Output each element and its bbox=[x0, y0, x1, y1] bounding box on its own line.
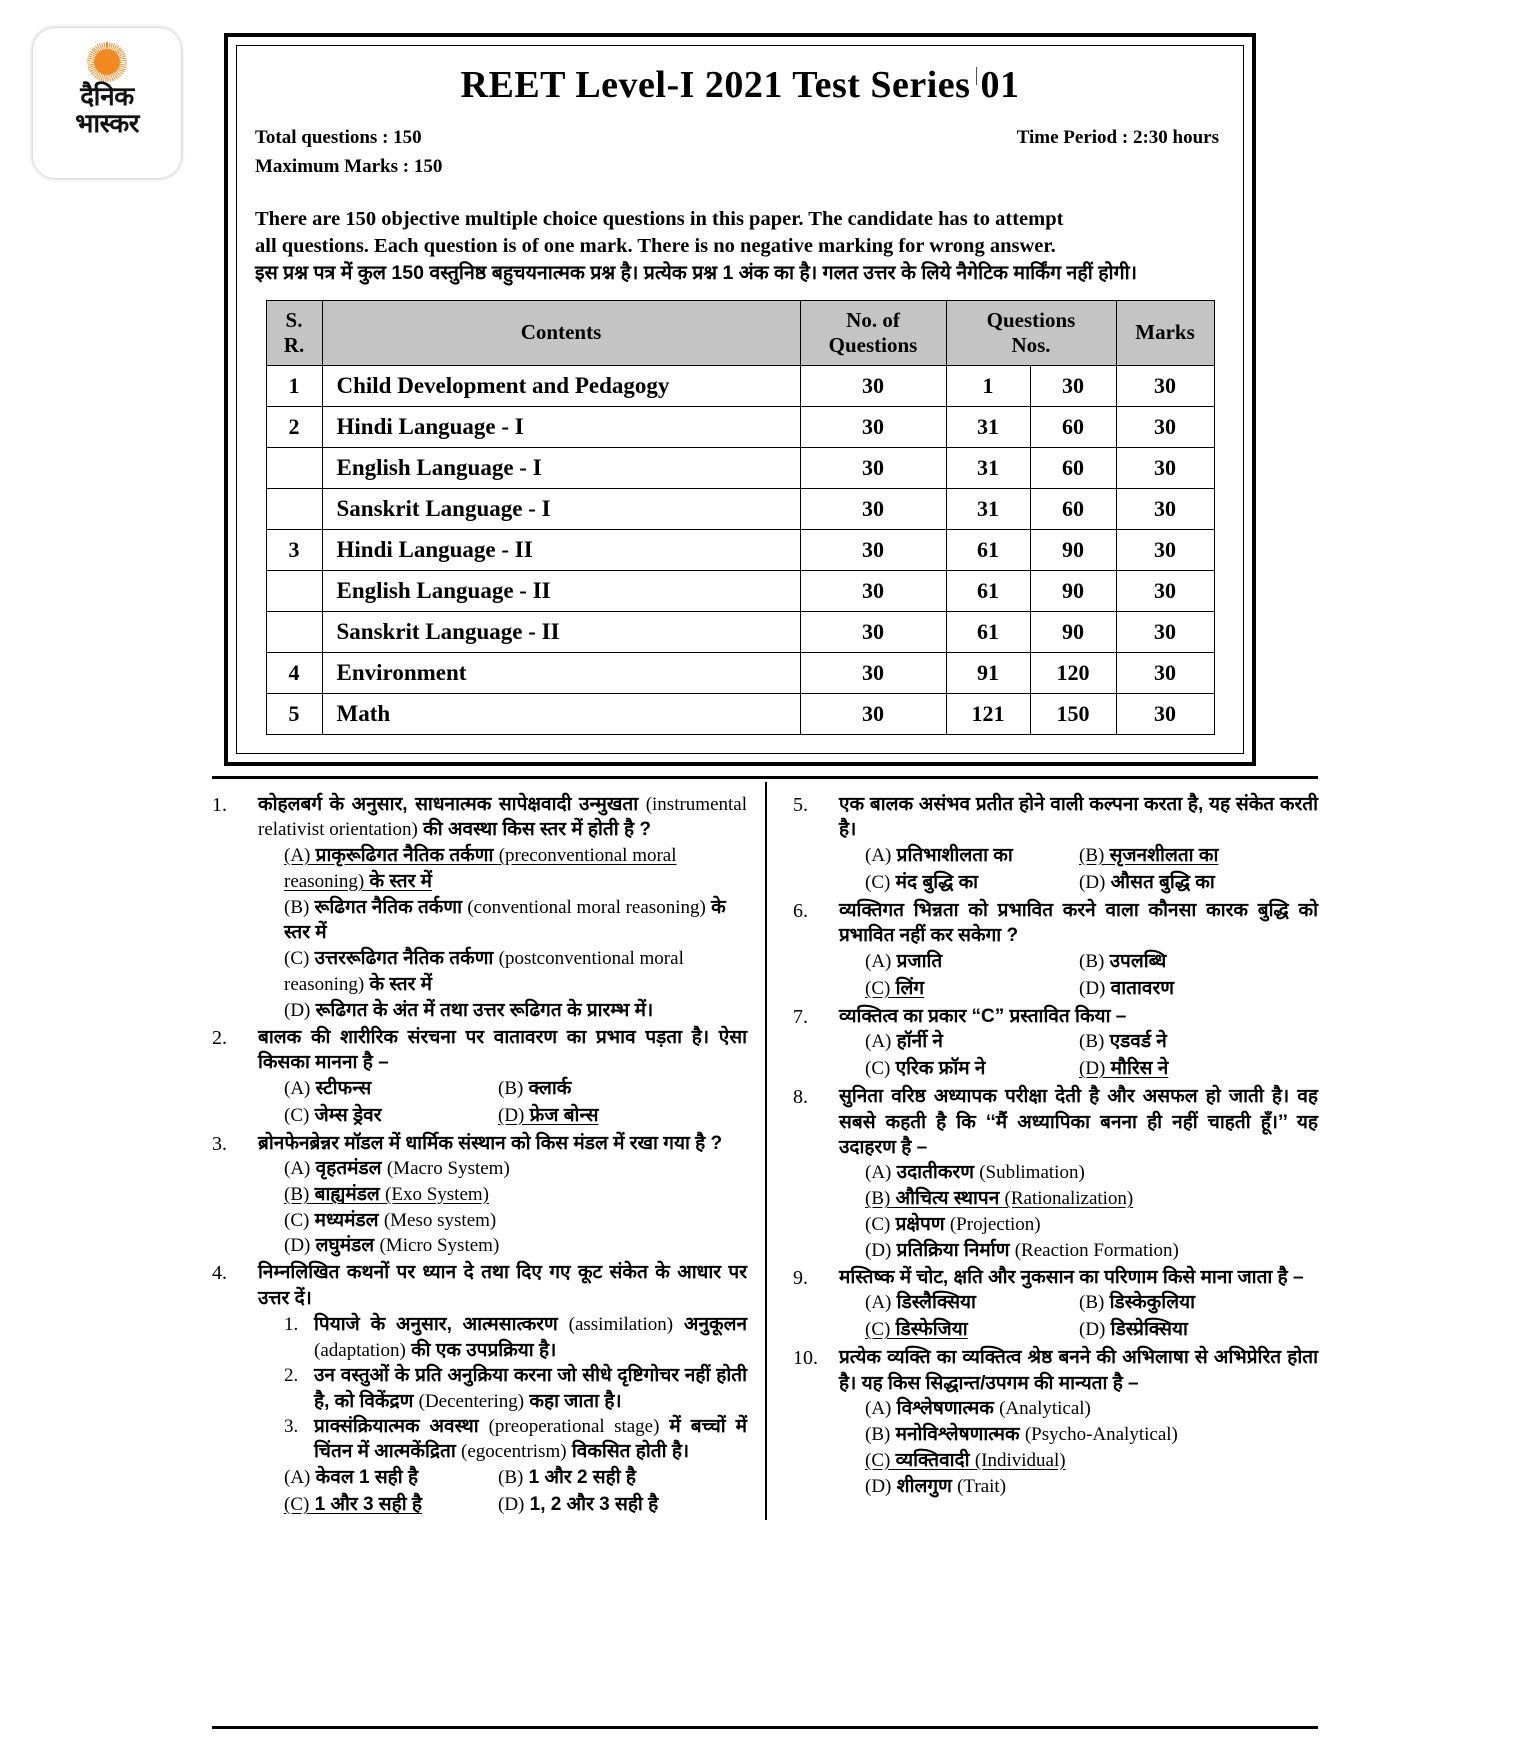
option-left-q1-C[interactable] bbox=[284, 946, 747, 998]
option-text-hi: बाह्यमंडल bbox=[314, 1183, 386, 1205]
option-right-q6-B[interactable] bbox=[1079, 949, 1318, 976]
cell-q-to: 60 bbox=[1030, 488, 1116, 529]
cell-q-from: 31 bbox=[946, 406, 1030, 447]
option-text-hi: उदातीकरण bbox=[896, 1162, 980, 1184]
option-text-hi: वातावरण bbox=[1110, 977, 1174, 999]
option-label: (C) bbox=[865, 1214, 891, 1236]
option-text-en: (Macro System) bbox=[386, 1158, 510, 1179]
option-grid bbox=[258, 1076, 747, 1130]
option-label: (D) bbox=[1079, 1058, 1106, 1080]
option-left-q1-D[interactable] bbox=[284, 998, 747, 1024]
cell-contents: Child Development and Pedagogy bbox=[322, 365, 800, 406]
question-text-hi: प्रत्येक व्यक्ति का व्यक्तित्व श्रेष्ठ बनने की अभिलाषा से अभिप्रेरित होता है। यह किस सिद्धान्त/उपगम की मान्यता है – bbox=[839, 1347, 1318, 1394]
sub-statement-number: 2. bbox=[284, 1365, 299, 1387]
option-label: (D) bbox=[1079, 871, 1106, 893]
th-serial-l2: R. bbox=[283, 332, 305, 357]
cell-no-of-questions: 30 bbox=[800, 652, 946, 693]
option-text-en: (Psycho-Analytical) bbox=[1024, 1423, 1178, 1445]
option-text-hi: केवल 1 सही है bbox=[315, 1466, 419, 1488]
question-text-hi: ब्रोनफेनब्रेन्नर मॉडल में धार्मिक संस्थान को किस मंडल में रखा गया है ? bbox=[258, 1132, 723, 1154]
question-text-en: (instrumental relativist orientation) bbox=[258, 794, 747, 841]
question-item bbox=[793, 1084, 1318, 1264]
option-label: (C) bbox=[284, 1209, 310, 1231]
cell-q-to: 90 bbox=[1030, 611, 1116, 652]
cell-q-from: 31 bbox=[946, 488, 1030, 529]
th-noq-l1: No. of bbox=[846, 307, 900, 332]
option-list bbox=[258, 1156, 747, 1259]
exam-instructions bbox=[251, 206, 1229, 288]
question-number: 9. bbox=[793, 1266, 808, 1289]
option-label: (A) bbox=[865, 1031, 892, 1053]
option-left-q2-C[interactable] bbox=[284, 1103, 494, 1130]
option-label: (A) bbox=[865, 1398, 892, 1420]
table-row bbox=[266, 488, 1214, 529]
option-text-hi2: के स्तर में bbox=[284, 896, 726, 944]
option-left-q1-B[interactable] bbox=[284, 895, 747, 947]
question-number: 2. bbox=[212, 1026, 227, 1049]
option-left-q2-D[interactable] bbox=[498, 1103, 747, 1130]
option-text-en: (Trait) bbox=[957, 1475, 1007, 1497]
exam-header-panel bbox=[224, 33, 1256, 766]
option-left-q4-A[interactable] bbox=[284, 1465, 494, 1492]
question-number: 10. bbox=[793, 1347, 818, 1370]
cell-contents: English Language - II bbox=[322, 570, 800, 611]
question-column-right bbox=[765, 782, 1318, 1520]
page-title: REET Level-I 2021 Test Series 01 bbox=[460, 64, 1020, 106]
option-label: (B) bbox=[498, 1077, 524, 1099]
option-text-en: (Exo System) bbox=[385, 1183, 489, 1205]
option-grid bbox=[258, 1465, 747, 1519]
option-text-hi: लिंग bbox=[895, 977, 925, 999]
option-text-en: (postconventional moral reasoning) bbox=[284, 948, 684, 996]
table-row bbox=[266, 693, 1214, 734]
option-right-q10-A[interactable] bbox=[865, 1396, 1318, 1422]
option-right-q6-C[interactable] bbox=[865, 976, 1075, 1003]
option-right-q8-C[interactable] bbox=[865, 1212, 1318, 1238]
question-text bbox=[839, 898, 1318, 949]
cell-no-of-questions: 30 bbox=[800, 365, 946, 406]
option-label: (A) bbox=[865, 1162, 892, 1184]
question-text-hi: निम्नलिखित कथनों पर ध्यान दे तथा दिए गए कूट संकेत के आधार पर उत्तर दें। bbox=[258, 1262, 747, 1309]
th-serial-l1: S. bbox=[285, 307, 303, 332]
option-text-en: (Reaction Formation) bbox=[1014, 1239, 1179, 1261]
option-text-en: (Meso system) bbox=[383, 1209, 497, 1231]
option-text-en: (Analytical) bbox=[999, 1398, 1091, 1420]
option-label: (B) bbox=[284, 1183, 310, 1205]
option-right-q8-D[interactable] bbox=[865, 1238, 1318, 1264]
option-right-q9-D[interactable] bbox=[1079, 1317, 1318, 1344]
sub-statement bbox=[284, 1414, 747, 1465]
table-row bbox=[266, 406, 1214, 447]
option-left-q3-C[interactable] bbox=[284, 1208, 747, 1234]
cell-q-to: 90 bbox=[1030, 570, 1116, 611]
option-text-hi: मनोविश्लेषणात्मक bbox=[895, 1423, 1025, 1445]
question-number: 3. bbox=[212, 1132, 227, 1155]
instructions-en-line2: all questions. Each question is of one mark. There is no negative marking for wrong answer. bbox=[255, 234, 1056, 257]
instructions-en-line1: There are 150 objective multiple choice questions in this paper. The candidate has to attempt bbox=[255, 207, 1064, 230]
option-text-en: (Rationalization) bbox=[1004, 1188, 1134, 1210]
option-label: (A) bbox=[284, 1466, 311, 1488]
cell-marks: 30 bbox=[1116, 406, 1214, 447]
option-text-hi: वृहतमंडल bbox=[315, 1158, 387, 1179]
question-item bbox=[212, 1260, 747, 1519]
cell-contents: Math bbox=[322, 693, 800, 734]
option-label: (C) bbox=[865, 1449, 891, 1471]
option-text-hi: प्रजाति bbox=[896, 950, 943, 972]
sub-statement-number: 1. bbox=[284, 1314, 299, 1336]
cell-serial: 3 bbox=[266, 529, 322, 570]
option-text-hi: शीलगुण bbox=[896, 1475, 958, 1497]
table-row bbox=[266, 570, 1214, 611]
question-text bbox=[258, 1025, 747, 1076]
option-label: (A) bbox=[865, 1292, 892, 1314]
cell-q-from: 61 bbox=[946, 570, 1030, 611]
option-left-q4-D[interactable] bbox=[498, 1492, 747, 1519]
sub-statement-text: प्राक्संक्रियात्मक अवस्था (preoperational stage) में बच्चों में चिंतन में आत्मकेंद्रिता (egocentrism) विकसित होती है। bbox=[314, 1416, 748, 1463]
sub-statement bbox=[284, 1312, 747, 1363]
option-text-hi: मध्यमंडल bbox=[314, 1209, 384, 1231]
option-label: (B) bbox=[865, 1423, 891, 1445]
option-label: (B) bbox=[498, 1466, 524, 1488]
cell-contents: English Language - I bbox=[322, 447, 800, 488]
option-left-q2-B[interactable] bbox=[498, 1076, 747, 1103]
option-right-q8-A[interactable] bbox=[865, 1160, 1318, 1186]
cell-serial: 1 bbox=[266, 365, 322, 406]
cell-q-from: 91 bbox=[946, 652, 1030, 693]
cell-serial bbox=[266, 570, 322, 611]
syllabus-table-body bbox=[266, 365, 1214, 734]
question-number: 5. bbox=[793, 794, 808, 816]
option-text-hi2: के स्तर में bbox=[364, 974, 432, 996]
cell-marks: 30 bbox=[1116, 447, 1214, 488]
option-right-q10-C[interactable] bbox=[865, 1448, 1318, 1474]
option-label: (D) bbox=[498, 1493, 525, 1515]
option-text-hi: 1 और 2 सही है bbox=[528, 1466, 637, 1488]
option-text-hi: 1 और 3 सही है bbox=[314, 1493, 423, 1515]
option-text-hi: डिस्फेजिया bbox=[895, 1319, 968, 1341]
option-text-hi: जेम्स ड्रेवर bbox=[314, 1104, 382, 1126]
option-text-hi: औसत बुद्धि का bbox=[1110, 871, 1215, 893]
cell-contents: Environment bbox=[322, 652, 800, 693]
question-item bbox=[793, 1265, 1318, 1344]
option-left-q4-B[interactable] bbox=[498, 1465, 747, 1492]
option-label: (C) bbox=[865, 977, 891, 999]
option-text-hi: विश्लेषणात्मक bbox=[896, 1398, 1000, 1420]
option-label: (C) bbox=[865, 1319, 891, 1341]
question-number: 6. bbox=[793, 899, 808, 922]
option-right-q7-B[interactable] bbox=[1079, 1029, 1318, 1056]
option-right-q5-A[interactable] bbox=[865, 843, 1075, 870]
option-label: (A) bbox=[284, 844, 311, 866]
cell-serial: 2 bbox=[266, 406, 322, 447]
question-text bbox=[258, 1131, 747, 1156]
question-text-hi: व्यक्तित्व का प्रकार “C” प्रस्तावित किया – bbox=[839, 1005, 1127, 1027]
option-label: (C) bbox=[284, 1104, 310, 1126]
question-text bbox=[839, 1265, 1318, 1290]
option-right-q5-D[interactable] bbox=[1079, 870, 1318, 897]
question-number: 8. bbox=[793, 1086, 808, 1109]
option-right-q7-C[interactable] bbox=[865, 1056, 1075, 1083]
option-text-hi: रूढिगत के अंत में तथा उत्तर रूढिगत के प्रारम्भ में। bbox=[315, 999, 654, 1021]
option-right-q6-D[interactable] bbox=[1079, 976, 1318, 1003]
option-label: (D) bbox=[498, 1104, 525, 1126]
option-right-q7-A[interactable] bbox=[865, 1029, 1075, 1056]
publisher-logo bbox=[33, 28, 181, 178]
option-right-q9-B[interactable] bbox=[1079, 1290, 1318, 1317]
question-text bbox=[839, 792, 1318, 843]
table-row bbox=[266, 652, 1214, 693]
question-item bbox=[793, 898, 1318, 1003]
table-row bbox=[266, 611, 1214, 652]
cell-q-from: 1 bbox=[946, 365, 1030, 406]
option-text-hi: डिस्प्रेक्सिया bbox=[1110, 1319, 1188, 1341]
sub-statement-number: 3. bbox=[284, 1416, 299, 1438]
option-text-hi: 1, 2 और 3 सही है bbox=[529, 1493, 659, 1515]
option-label: (B) bbox=[1079, 1031, 1105, 1053]
option-grid bbox=[839, 1290, 1318, 1344]
option-grid bbox=[839, 1029, 1318, 1083]
option-right-q5-B[interactable] bbox=[1079, 843, 1318, 870]
question-item bbox=[793, 1004, 1318, 1083]
option-list bbox=[258, 843, 747, 1024]
cell-serial bbox=[266, 488, 322, 529]
option-right-q9-C[interactable] bbox=[865, 1317, 1075, 1344]
th-noq-l2: Questions bbox=[828, 332, 918, 357]
table-row bbox=[266, 365, 1214, 406]
cell-q-from: 121 bbox=[946, 693, 1030, 734]
cell-q-from: 61 bbox=[946, 611, 1030, 652]
option-text-hi: रूढिगत नैतिक तर्कणा bbox=[314, 896, 468, 918]
option-grid bbox=[839, 843, 1318, 897]
cell-marks: 30 bbox=[1116, 693, 1214, 734]
cell-no-of-questions: 30 bbox=[800, 447, 946, 488]
option-text-hi: एडवर्ड ने bbox=[1109, 1031, 1167, 1053]
option-text-en: (preconventional moral reasoning) bbox=[284, 844, 677, 892]
option-label: (A) bbox=[865, 950, 892, 972]
cell-no-of-questions: 30 bbox=[800, 570, 946, 611]
cell-marks: 30 bbox=[1116, 488, 1214, 529]
option-right-q10-D[interactable] bbox=[865, 1474, 1318, 1500]
cell-q-to: 60 bbox=[1030, 447, 1116, 488]
option-right-q8-B[interactable] bbox=[865, 1186, 1318, 1212]
cell-marks: 30 bbox=[1116, 365, 1214, 406]
question-text bbox=[839, 1345, 1318, 1396]
cell-q-to: 60 bbox=[1030, 406, 1116, 447]
cell-marks: 30 bbox=[1116, 611, 1214, 652]
cell-no-of-questions: 30 bbox=[800, 488, 946, 529]
option-right-q6-A[interactable] bbox=[865, 949, 1075, 976]
option-left-q1-A[interactable] bbox=[284, 843, 747, 895]
cell-no-of-questions: 30 bbox=[800, 529, 946, 570]
option-text-en: (Individual) bbox=[974, 1449, 1066, 1471]
option-text-en: (Micro System) bbox=[379, 1235, 500, 1257]
question-text bbox=[258, 1260, 747, 1311]
logo-text-line1: दैनिक bbox=[80, 82, 134, 112]
question-text bbox=[258, 792, 747, 843]
option-text-hi: हॉर्नी ने bbox=[896, 1031, 943, 1053]
th-qnos-l1: Questions bbox=[986, 307, 1076, 332]
question-item bbox=[212, 1131, 747, 1260]
question-item bbox=[212, 1025, 747, 1130]
option-label: (C) bbox=[284, 948, 310, 970]
option-text-hi: फ्रेज बोन्स bbox=[529, 1104, 599, 1126]
option-text-hi: प्रतिभाशीलता का bbox=[896, 844, 1013, 866]
th-qnos-l2: Nos. bbox=[1011, 332, 1051, 357]
option-label: (C) bbox=[284, 1493, 310, 1515]
option-label: (B) bbox=[1079, 1292, 1105, 1314]
cell-no-of-questions: 30 bbox=[800, 611, 946, 652]
th-serial bbox=[266, 300, 322, 365]
option-text-hi: क्लार्क bbox=[528, 1077, 572, 1099]
option-left-q2-A[interactable] bbox=[284, 1076, 494, 1103]
question-text-hi: एक बालक असंभव प्रतीत होने वाली कल्पना करता है, यह संकेत करती है। bbox=[839, 794, 1318, 841]
option-label: (D) bbox=[284, 999, 311, 1021]
option-label: (A) bbox=[284, 1077, 311, 1099]
question-number: 4. bbox=[212, 1262, 227, 1285]
page-bottom-rule bbox=[212, 1726, 1318, 1729]
logo-text-line2: भास्कर bbox=[75, 108, 139, 139]
exam-meta-row-1 bbox=[251, 123, 1229, 152]
question-text-hi: व्यक्तिगत भिन्नता को प्रभावित करने वाला कौनसा कारक बुद्धि को प्रभावित नहीं कर सकेगा ? bbox=[839, 899, 1318, 947]
cell-q-to: 120 bbox=[1030, 652, 1116, 693]
cell-serial: 5 bbox=[266, 693, 322, 734]
option-text-hi: एरिक फ्रॉम ने bbox=[895, 1058, 986, 1080]
sub-statement bbox=[284, 1363, 747, 1414]
option-text-hi: उपलब्धि bbox=[1109, 950, 1167, 972]
time-period-label: Time Period : 2:30 hours bbox=[1016, 127, 1219, 148]
option-list bbox=[839, 1160, 1318, 1263]
syllabus-table bbox=[266, 300, 1215, 735]
cell-q-from: 61 bbox=[946, 529, 1030, 570]
cell-marks: 30 bbox=[1116, 529, 1214, 570]
cell-no-of-questions: 30 bbox=[800, 693, 946, 734]
question-area bbox=[212, 776, 1318, 1736]
option-label: (B) bbox=[1079, 950, 1105, 972]
option-text-en: (Sublimation) bbox=[979, 1162, 1085, 1184]
option-label: (B) bbox=[865, 1188, 891, 1210]
question-item bbox=[793, 792, 1318, 897]
option-label: (A) bbox=[284, 1158, 311, 1179]
table-row bbox=[266, 447, 1214, 488]
option-label: (D) bbox=[284, 1235, 311, 1257]
question-text-hi: सुनिता वरिष्ठ अध्यापक परीक्षा देती है और असफल हो जाती है। वह सबसे कहती है कि ‘‘मैं अध्यापिका बनना ही नहीं चाहती हूँ।’’ यह उदाहरण है – bbox=[839, 1086, 1318, 1158]
question-item bbox=[793, 1345, 1318, 1499]
option-label: (B) bbox=[1079, 844, 1105, 866]
option-text-hi: व्यक्तिवादी bbox=[895, 1449, 975, 1471]
option-left-q3-D[interactable] bbox=[284, 1233, 747, 1259]
table-header-row bbox=[266, 300, 1214, 365]
option-text-hi: प्रक्षेपण bbox=[895, 1214, 950, 1236]
question-item bbox=[212, 792, 747, 1024]
question-area-top-rule bbox=[212, 776, 1318, 779]
option-text-hi: मंद बुद्धि का bbox=[895, 871, 979, 893]
cell-no-of-questions: 30 bbox=[800, 406, 946, 447]
total-questions-label: Total questions : 150 bbox=[255, 127, 422, 148]
option-text-hi2: के स्तर में bbox=[364, 870, 432, 892]
option-left-q3-B[interactable] bbox=[284, 1182, 747, 1208]
question-text-hi: बालक की शारीरिक संरचना पर वातावरण का प्रभाव पड़ता है। ऐसा किसका मानना है – bbox=[258, 1026, 747, 1074]
option-label: (D) bbox=[865, 1239, 892, 1261]
question-number: 1. bbox=[212, 794, 227, 816]
maximum-marks-label: Maximum Marks : 150 bbox=[255, 156, 443, 178]
option-text-hi: औचित्य स्थापन bbox=[895, 1188, 1005, 1210]
option-label: (D) bbox=[865, 1475, 892, 1497]
option-text-hi: डिस्लैक्सिया bbox=[896, 1292, 976, 1314]
cell-serial bbox=[266, 447, 322, 488]
option-text-hi: मौरिस ने bbox=[1110, 1058, 1169, 1080]
table-row bbox=[266, 529, 1214, 570]
sub-statement-list bbox=[258, 1312, 747, 1465]
cell-contents: Hindi Language - II bbox=[322, 529, 800, 570]
question-number: 7. bbox=[793, 1005, 808, 1028]
option-left-q4-C[interactable] bbox=[284, 1492, 494, 1519]
question-text-hi: मस्तिष्क में चोट, क्षति और नुकसान का परिणाम किसे माना जाता है – bbox=[839, 1266, 1304, 1288]
cell-contents: Hindi Language - I bbox=[322, 406, 800, 447]
option-grid bbox=[839, 949, 1318, 1003]
question-text bbox=[839, 1004, 1318, 1029]
question-text-hi2: की अवस्था किस स्तर में होती है ? bbox=[417, 819, 651, 841]
option-label: (D) bbox=[1079, 977, 1106, 999]
option-text-en: (Projection) bbox=[949, 1214, 1041, 1236]
question-column-left bbox=[212, 782, 765, 1520]
option-list bbox=[839, 1396, 1318, 1499]
option-right-q9-A[interactable] bbox=[865, 1290, 1075, 1317]
cell-marks: 30 bbox=[1116, 652, 1214, 693]
cell-serial: 4 bbox=[266, 652, 322, 693]
option-right-q10-B[interactable] bbox=[865, 1422, 1318, 1448]
cell-q-to: 30 bbox=[1030, 365, 1116, 406]
option-label: (A) bbox=[865, 844, 892, 866]
instructions-hi: इस प्रश्न पत्र में कुल 150 वस्तुनिष्ठ बहुचयनात्मक प्रश्न है। प्रत्येक प्रश्न 1 अंक का है। गलत उत्तर के लिये नैगेटिक मार्किंग नहीं होगी। bbox=[255, 261, 1138, 284]
option-text-hi: सृजनशीलता का bbox=[1109, 844, 1219, 866]
option-right-q7-D[interactable] bbox=[1079, 1056, 1318, 1083]
th-no-of-questions bbox=[800, 300, 946, 365]
option-label: (B) bbox=[284, 896, 310, 918]
cell-q-to: 150 bbox=[1030, 693, 1116, 734]
sub-statement-text: उन वस्तुओं के प्रति अनुक्रिया करना जो सीधे दृष्टिगोचर नहीं होती है, को विकेंद्रण (Decentering) कहा जाता है। bbox=[314, 1365, 747, 1412]
option-text-en: (conventional moral reasoning) bbox=[467, 896, 706, 918]
cell-contents: Sanskrit Language - II bbox=[322, 611, 800, 652]
cell-serial bbox=[266, 611, 322, 652]
cell-q-to: 90 bbox=[1030, 529, 1116, 570]
sub-statement-text: पियाजे के अनुसार, आत्मसात्करण (assimilation) अनुकूलन (adaptation) की एक उपप्रक्रिया है। bbox=[314, 1314, 748, 1361]
cell-contents: Sanskrit Language - I bbox=[322, 488, 800, 529]
option-text-hi: उत्तररूढिगत नैतिक तर्कणा bbox=[314, 948, 499, 970]
question-text-hi: कोहलबर्ग के अनुसार, साधनात्मक सापेक्षवादी उन्मुखता bbox=[258, 794, 646, 815]
cell-marks: 30 bbox=[1116, 570, 1214, 611]
option-text-hi: स्टीफन्स bbox=[315, 1077, 372, 1099]
option-text-hi: लघुमंडल bbox=[315, 1235, 380, 1257]
option-text-hi: प्राकृरूढिगत नैतिक तर्कणा bbox=[315, 844, 499, 866]
th-contents: Contents bbox=[322, 300, 800, 365]
th-marks: Marks bbox=[1116, 300, 1214, 365]
option-left-q3-A[interactable] bbox=[284, 1156, 747, 1182]
option-label: (D) bbox=[1079, 1319, 1106, 1341]
option-text-hi: डिस्केकुलिया bbox=[1109, 1292, 1196, 1314]
cell-q-from: 31 bbox=[946, 447, 1030, 488]
option-right-q5-C[interactable] bbox=[865, 870, 1075, 897]
option-label: (C) bbox=[865, 1058, 891, 1080]
question-text bbox=[839, 1084, 1318, 1160]
th-questions-nos bbox=[946, 300, 1116, 365]
option-label: (C) bbox=[865, 871, 891, 893]
option-text-hi: प्रतिक्रिया निर्माण bbox=[896, 1239, 1015, 1261]
sun-icon bbox=[87, 42, 127, 82]
